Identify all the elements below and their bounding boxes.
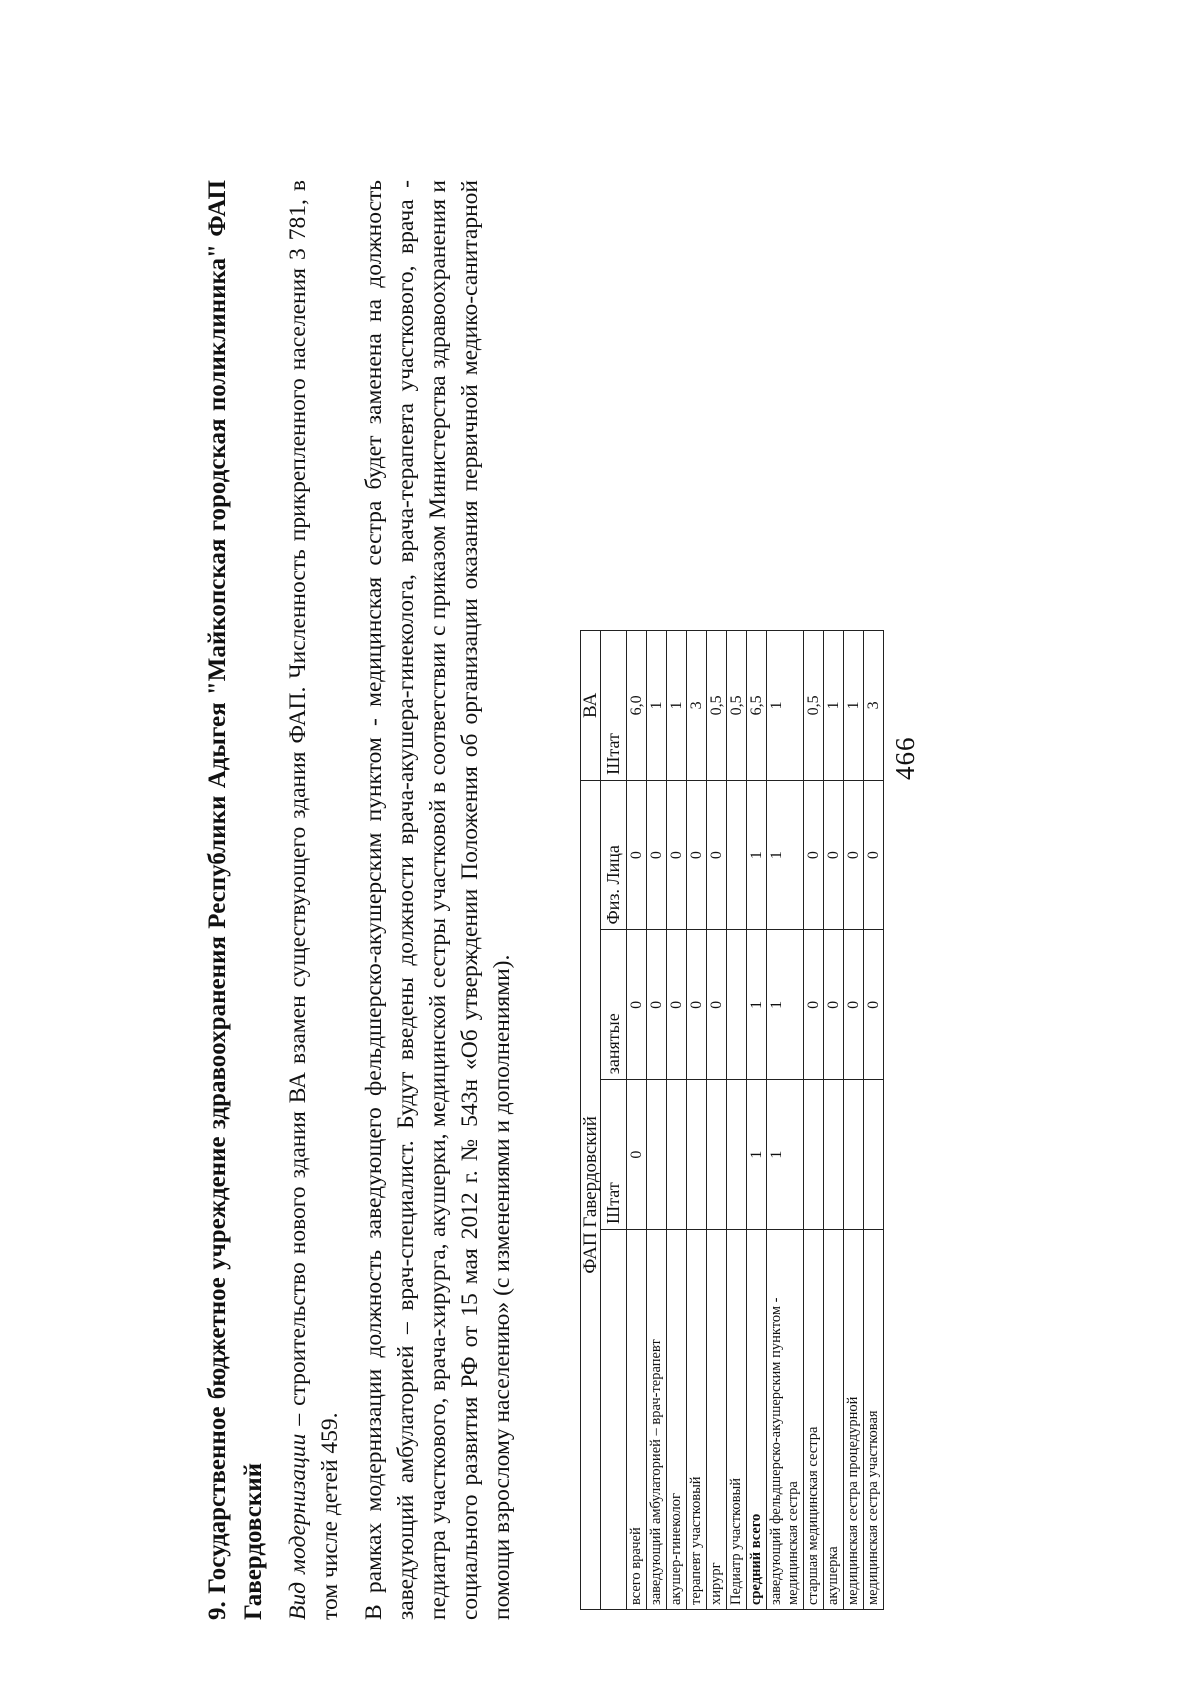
table-cell: 6,5 bbox=[747, 631, 767, 781]
row-label: заведующий фельдшерско-акушерским пунктом - медицинская сестра bbox=[767, 1229, 804, 1609]
group-header-va: ВА bbox=[581, 631, 601, 781]
table-cell: 0 bbox=[667, 930, 687, 1080]
column-header: Штат bbox=[601, 631, 627, 781]
table-cell: 1 bbox=[767, 631, 804, 781]
table-cell: 0,5 bbox=[727, 631, 747, 781]
table-group-header-row bbox=[581, 631, 601, 1610]
table-cell: 1 bbox=[747, 780, 767, 930]
table-cell: 0 bbox=[844, 930, 864, 1080]
row-label: всего врачей bbox=[627, 1229, 647, 1609]
table-row bbox=[767, 631, 804, 1610]
table-cell: 0 bbox=[627, 1080, 647, 1230]
column-header: Штат bbox=[601, 1080, 627, 1230]
table-cell: 0 bbox=[804, 930, 824, 1080]
table-cell: 0,5 bbox=[707, 631, 727, 781]
table-cell: 3 bbox=[864, 631, 884, 781]
section-heading: 9. Государственное бюджетное учреждение здравоохранения Республики Адыгея "Майкопская городская поликлиника" ФАП Гавердовский bbox=[204, 180, 267, 1620]
table-cell bbox=[647, 1080, 667, 1230]
group-header-fap: ФАП Гавердовский bbox=[581, 780, 601, 1609]
row-label: старшая медицинская сестра bbox=[804, 1229, 824, 1609]
table-cell: 1 bbox=[667, 631, 687, 781]
table-cell: 1 bbox=[747, 930, 767, 1080]
table-column-header-row bbox=[601, 631, 627, 1610]
column-header-position bbox=[601, 1229, 627, 1609]
column-header: Физ. Лица bbox=[601, 780, 627, 930]
table-cell bbox=[727, 930, 747, 1080]
table-cell: 0 bbox=[707, 780, 727, 930]
row-label: Педиатр участковый bbox=[727, 1229, 747, 1609]
table-row bbox=[627, 631, 647, 1610]
row-label: акушерка bbox=[824, 1229, 844, 1609]
table-row bbox=[804, 631, 824, 1610]
staffing-table bbox=[580, 630, 884, 1610]
table-row bbox=[667, 631, 687, 1610]
page-number: 466 bbox=[890, 736, 920, 780]
table-cell: 3 bbox=[687, 631, 707, 781]
table-cell bbox=[864, 1080, 884, 1230]
rotated-page-content bbox=[200, 100, 1140, 1620]
table-cell: 1 bbox=[647, 631, 667, 781]
table-cell: 0 bbox=[627, 780, 647, 930]
table-cell: 1 bbox=[767, 780, 804, 930]
modernization-type-lead: Вид модернизации bbox=[285, 1433, 311, 1620]
table-body bbox=[627, 631, 884, 1610]
table-cell bbox=[727, 1080, 747, 1230]
table-cell bbox=[667, 1080, 687, 1230]
row-label: медицинская сестра процедурной bbox=[844, 1229, 864, 1609]
table-row bbox=[647, 631, 667, 1610]
table-row bbox=[864, 631, 884, 1610]
table-cell: 0 bbox=[864, 780, 884, 930]
table-cell: 0 bbox=[844, 780, 864, 930]
table-cell: 0 bbox=[824, 930, 844, 1080]
row-label: средний всего bbox=[747, 1229, 767, 1609]
table-cell: 0 bbox=[824, 780, 844, 930]
table-cell: 0,5 bbox=[804, 631, 824, 781]
table-cell: 1 bbox=[747, 1080, 767, 1230]
table-cell: 6,0 bbox=[627, 631, 647, 781]
table-cell: 1 bbox=[767, 930, 804, 1080]
table-cell bbox=[727, 780, 747, 930]
table-cell: 0 bbox=[647, 930, 667, 1080]
table-cell bbox=[707, 1080, 727, 1230]
modernization-type-text: – строительство нового здания ВА взамен существующего здания ФАП. Численность прикрепленного населения 3 781, в том числе детей 459. bbox=[285, 180, 343, 1620]
table-row bbox=[727, 631, 747, 1610]
row-label: медицинская сестра участковая bbox=[864, 1229, 884, 1609]
table-cell: 0 bbox=[647, 780, 667, 930]
table-cell: 0 bbox=[687, 780, 707, 930]
row-label: акушер-гинеколог bbox=[667, 1229, 687, 1609]
modernization-type-paragraph bbox=[282, 180, 346, 1620]
table-cell: 0 bbox=[627, 930, 647, 1080]
table-cell bbox=[844, 1080, 864, 1230]
table-cell: 0 bbox=[707, 930, 727, 1080]
row-label: заведующий амбулаторией – врач-терапевт bbox=[647, 1229, 667, 1609]
table-row bbox=[844, 631, 864, 1610]
table-row bbox=[707, 631, 727, 1610]
table-cell: 1 bbox=[824, 631, 844, 781]
column-header: занятые bbox=[601, 930, 627, 1080]
table-cell: 0 bbox=[667, 780, 687, 930]
row-label: терапевт участковый bbox=[687, 1229, 707, 1609]
table-row bbox=[687, 631, 707, 1610]
table-cell bbox=[687, 1080, 707, 1230]
row-label: хирург bbox=[707, 1229, 727, 1609]
table-cell: 0 bbox=[864, 930, 884, 1080]
table-cell: 1 bbox=[844, 631, 864, 781]
modernization-description-paragraph: В рамках модернизации должность заведующего фельдшерско-акушерским пунктом - медицинская сестра будет заменена на должность заведующий амбулаторией – врач-специалист. Будут введены должности врача-акушера-гинеколога, врача-терапевта участкового, врача - педиатра участкового, врача-хирурга, акушерки, медицинской сестры участковой в соответствии с приказом Министерства здравоохранения и социального развития РФ от 15 мая 2012 г. № 543н «Об утверждении Положения об организации оказания первичной медико-санитарной помощи взрослому населению» (с изменениями и дополнениями). bbox=[361, 180, 515, 1620]
table-row bbox=[747, 631, 767, 1610]
table-cell bbox=[804, 1080, 824, 1230]
table-cell: 0 bbox=[804, 780, 824, 930]
table-cell bbox=[824, 1080, 844, 1230]
table-cell: 0 bbox=[687, 930, 707, 1080]
table-row bbox=[824, 631, 844, 1610]
table-cell: 1 bbox=[767, 1080, 804, 1230]
